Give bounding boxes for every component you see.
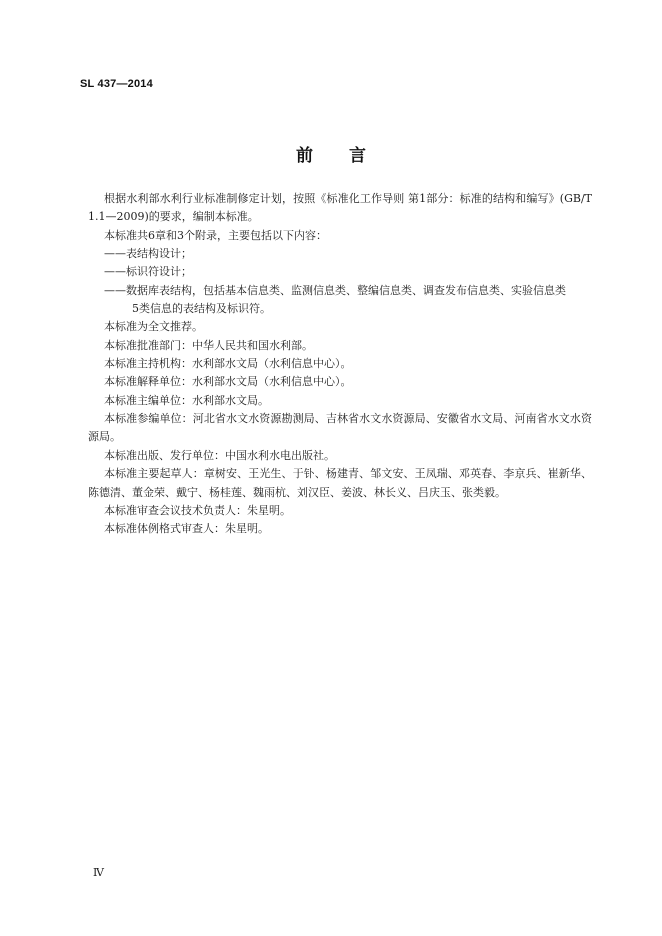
paragraph-format-reviewer: 本标准体例格式审查人：朱星明。 [104, 522, 269, 536]
paragraph-approval-dept: 本标准批准部门：中华人民共和国水利部。 [104, 338, 313, 352]
paragraph-host-org: 本标准主持机构：水利部水文局（水利信息中心）。 [104, 357, 352, 371]
standard-code: SL 437—2014 [80, 78, 153, 90]
paragraph-contents-intro: 本标准共6章和3个附录，主要包括以下内容： [104, 228, 327, 242]
paragraph-participating-units: 本标准参编单位：河北省水文水资源勘测局、吉林省水文水资源局、安徽省水文局、河南省水文水资源局。 [88, 412, 592, 444]
paragraph-drafters: 本标准主要起草人：章树安、王光生、于钋、杨建青、邹文安、王凤瑞、邓英春、李京兵、崔新华、陈德清、董金荣、戴宁、杨桂莲、魏雨杭、刘汉臣、姜波、林长义、吕庆玉、张类毅。 [88, 467, 592, 499]
paragraph-interpretation-unit: 本标准解释单位：水利部水文局（水利信息中心）。 [104, 375, 352, 389]
list-item-database-tables [88, 282, 592, 319]
page-number: Ⅳ [93, 866, 104, 879]
list-item-table-structure: ——表结构设计； [104, 247, 192, 261]
paragraph-recommendation: 本标准为全文推荐。 [104, 320, 203, 334]
title-char-1: 前 [296, 146, 313, 166]
list-item-database-tables-line1: ——数据库表结构，包括基本信息类、监测信息类、整编信息类、调查发布信息类、实验信息类 [104, 283, 566, 297]
paragraph-review-leader: 本标准审查会议技术负责人：朱星明。 [104, 503, 291, 517]
paragraph-publisher: 本标准出版、发行单位：中国水利水电出版社。 [104, 448, 335, 462]
foreword-body [88, 190, 592, 539]
list-item-database-tables-line2: 5类信息的表结构及标识符。 [132, 302, 271, 316]
paragraph-chief-editor-unit: 本标准主编单位：水利部水文局。 [104, 393, 269, 407]
page-title [0, 141, 662, 166]
title-char-2: 言 [349, 146, 366, 166]
paragraph-plan: 根据水利部水利行业标准制修定计划，按照《标准化工作导则 第1部分：标准的结构和编写》(GB/T 1.1—2009)的要求，编制本标准。 [88, 192, 592, 224]
list-item-identifier: ——标识符设计； [104, 265, 192, 279]
